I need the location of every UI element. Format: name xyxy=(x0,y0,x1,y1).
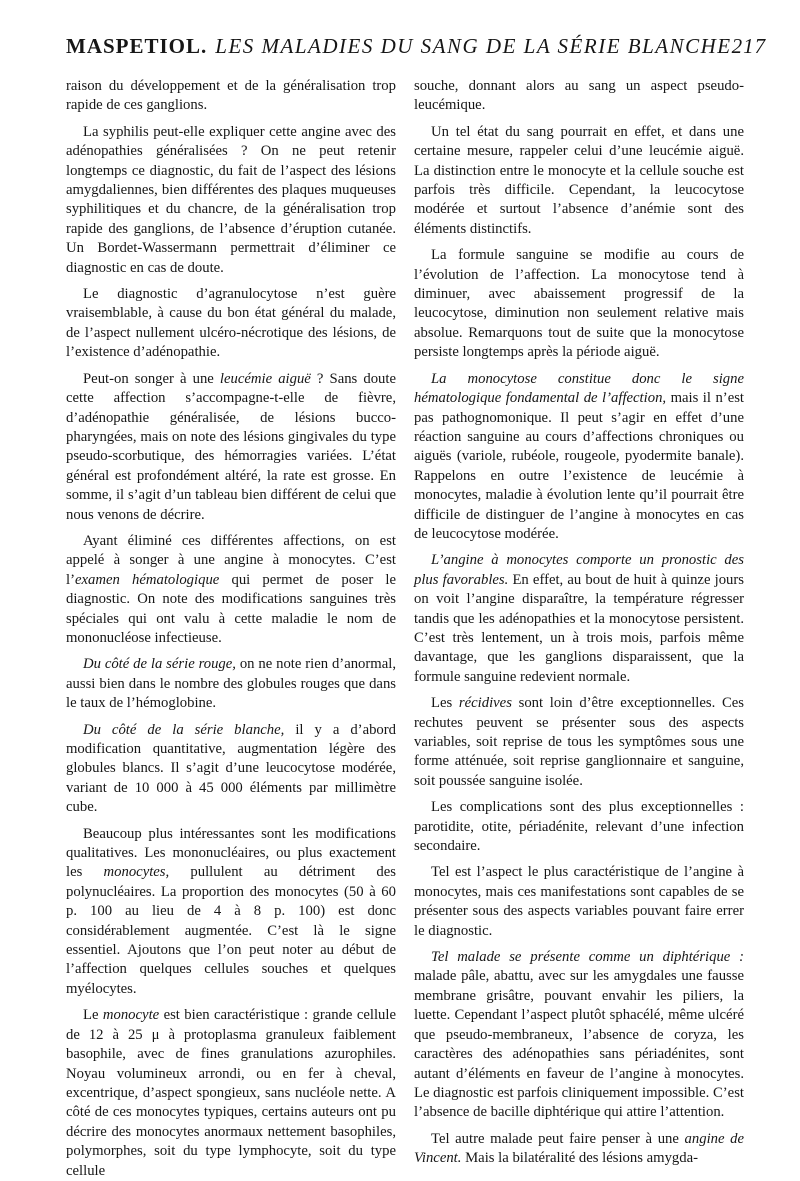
paragraph: Les récidives sont loin d’être exceptionnelles. Ces rechutes peuvent se présenter sous des aspects variables, soit reprise de tous les symptômes sous une forme atténuée, soit reprise ganglionnaire et sanguine, soit poussée sanguine isolée. xyxy=(414,695,744,789)
paragraph: souche, donnant alors au sang un aspect pseudo-leucémique. xyxy=(414,78,744,114)
paragraph: Beaucoup plus intéressantes sont les modifications qualitatives. Les mononucléaires, ou plus exactement les monocytes, pullulent au détriment des polynucléaires. La proportion des monocytes (50 à 60 p. 100 au lieu de 4 à 8 p. 100) est donc considérablement augmentée. C’est là le signe essentiel. Ajoutons que l’on peut noter au début de l’affection quelques cellules souches et quelques myélocytes. xyxy=(66,825,396,997)
running-header xyxy=(66,34,767,68)
page-number: 217 xyxy=(731,34,767,58)
paragraph: La formule sanguine se modifie au cours de l’évolution de l’affection. La monocytose tend à diminuer, avec abaissement progressif de la leucocytose, diminution non seulement relative mais absolue. Remarquons tout de suite que la monocytose persiste longtemps après la période aiguë. xyxy=(414,247,744,361)
left-column xyxy=(66,77,396,1181)
paragraph: Le diagnostic d’agranulocytose n’est guère vraisemblable, à cause du bon état général du malade, de l’aspect nullement ulcéro-nécrotique des lésions, de l’existence d’adénopathie. xyxy=(66,286,396,361)
paragraph: Le monocyte est bien caractéristique : grande cellule de 12 à 25 μ à protoplasma granuleux faiblement basophile, avec de fines granulations azurophiles. Noyau volumineux arrondi, ou en fer à cheval, excentrique, d’aspect spongieux, sans nucléole nette. A côté de ces monocytes typiques, certains auteurs ont pu décrire des monocytes anormaux nettement basophiles, polymorphes, soit du type lymphocyte, soit du type cellule xyxy=(66,1007,396,1179)
paragraph: raison du développement et de la généralisation trop rapide de ces ganglions. xyxy=(66,78,396,114)
paragraph: Un tel état du sang pourrait en effet, et dans une certaine mesure, rappeler celui d’une leucémie aiguë. La distinction entre le monocyte et la cellule souche est parfois très difficile. Cependant, la leucocytose modérée et surtout l’absence d’anémie sont des éléments distinctifs. xyxy=(414,123,744,237)
paragraph: Tel malade se présente comme un diphtérique : malade pâle, abattu, avec sur les amygdales une fausse membrane grisâtre, pouvant envahir les piliers, la luette. Cependant l’aspect plutôt sphacélé, même ulcéré que pseudo-membraneux, l’absence de coryza, les caractères des adénopathies sans périadénites, sont autant d’éléments en faveur de l’angine à monocytes. Le diagnostic est parfois cliniquement impossible. C’est l’absence de bacille diphtérique qui attire l’attention. xyxy=(414,949,744,1121)
paragraph: Du côté de la série rouge, on ne note rien d’anormal, aussi bien dans le nombre des globules rouges que dans le taux de l’hémoglobine. xyxy=(66,656,396,712)
paragraph: Tel autre malade peut faire penser à une angine de Vincent. Mais la bilatéralité des lésions amygda- xyxy=(414,1130,744,1167)
paragraph: L’angine à monocytes comporte un pronostic des plus favorables. En effet, au bout de huit à quinze jours on voit l’angine disparaître, la température régresser tandis que les adénopathies et la monocytose persistent. C’est très lentement, un à trois mois, parfois même davantage, que les ganglions disparaissent, que la formule sanguine redevient normale. xyxy=(414,552,744,685)
right-column xyxy=(414,77,744,1169)
paragraph: La monocytose constitue donc le signe hématologique fondamental de l’affection, mais il n’est pas pathognomonique. Il peut s’agir en effet d’une réaction sanguine au cours d’affections chroniques ou aiguës (variole, rubéole, rougeole, pyodermite banale). Rappelons en outre l’existence de leucémie à monocytes, maladie à évolution lente qu’il pourrait être difficile de distinguer de l’angine à monocytes en cas de leucocytose modérée. xyxy=(414,370,745,542)
header-title: LES MALADIES DU SANG DE LA SÉRIE BLANCHE xyxy=(215,34,732,58)
paragraph: Tel est l’aspect le plus caractéristique de l’angine à monocytes, mais ces manifestations sont capables de se présenter sous des aspects variables pouvant faire errer le diagnostic. xyxy=(414,864,744,939)
paragraph: Du côté de la série blanche, il y a d’abord modification quantitative, augmentation légère des globules blancs. Il s’agit d’une leucocytose modérée, variant de 10 000 à 45 000 éléments par millimètre cube. xyxy=(66,721,397,816)
paragraph: La syphilis peut-elle expliquer cette angine avec des adénopathies généralisées ? On ne peut retenir longtemps ce diagnostic, du fait de l’aspect des lésions amygdaliennes, bien différentes des plaques muqueuses syphilitiques et du chancre, de la généralisation trop rapide des ganglions, de l’absence d’éruption cutanée. Un Bordet-Wassermann permettrait d’éliminer ce diagnostic en cas de doute. xyxy=(66,123,396,276)
paragraph: Ayant éliminé ces différentes affections, on est appelé à songer à une angine à monocytes. C’est l’examen hématologique qui permet de poser le diagnostic. On note des modifications sanguines très spéciales qui ont valu à cette maladie le nom de mononucléose infectieuse. xyxy=(66,532,396,646)
paragraph: Peut-on songer à une leucémie aiguë ? Sans doute cette affection s’accompagne-t-elle de fièvre, d’adénopathie généralisée, de lésions bucco-pharyngées, mais on note des lésions gingivales du type pseudo-scorbutique, des hémorragies variées. L’état général est profondément altéré, la rate est grosse. En somme, il s’agit d’un tableau bien différent de celui que nous venons de décrire. xyxy=(66,370,396,523)
paragraph: Les complications sont des plus exceptionnelles : parotidite, otite, périadénite, relevant d’une infection secondaire. xyxy=(414,799,744,855)
header-author: MASPETIOL. xyxy=(66,34,208,58)
